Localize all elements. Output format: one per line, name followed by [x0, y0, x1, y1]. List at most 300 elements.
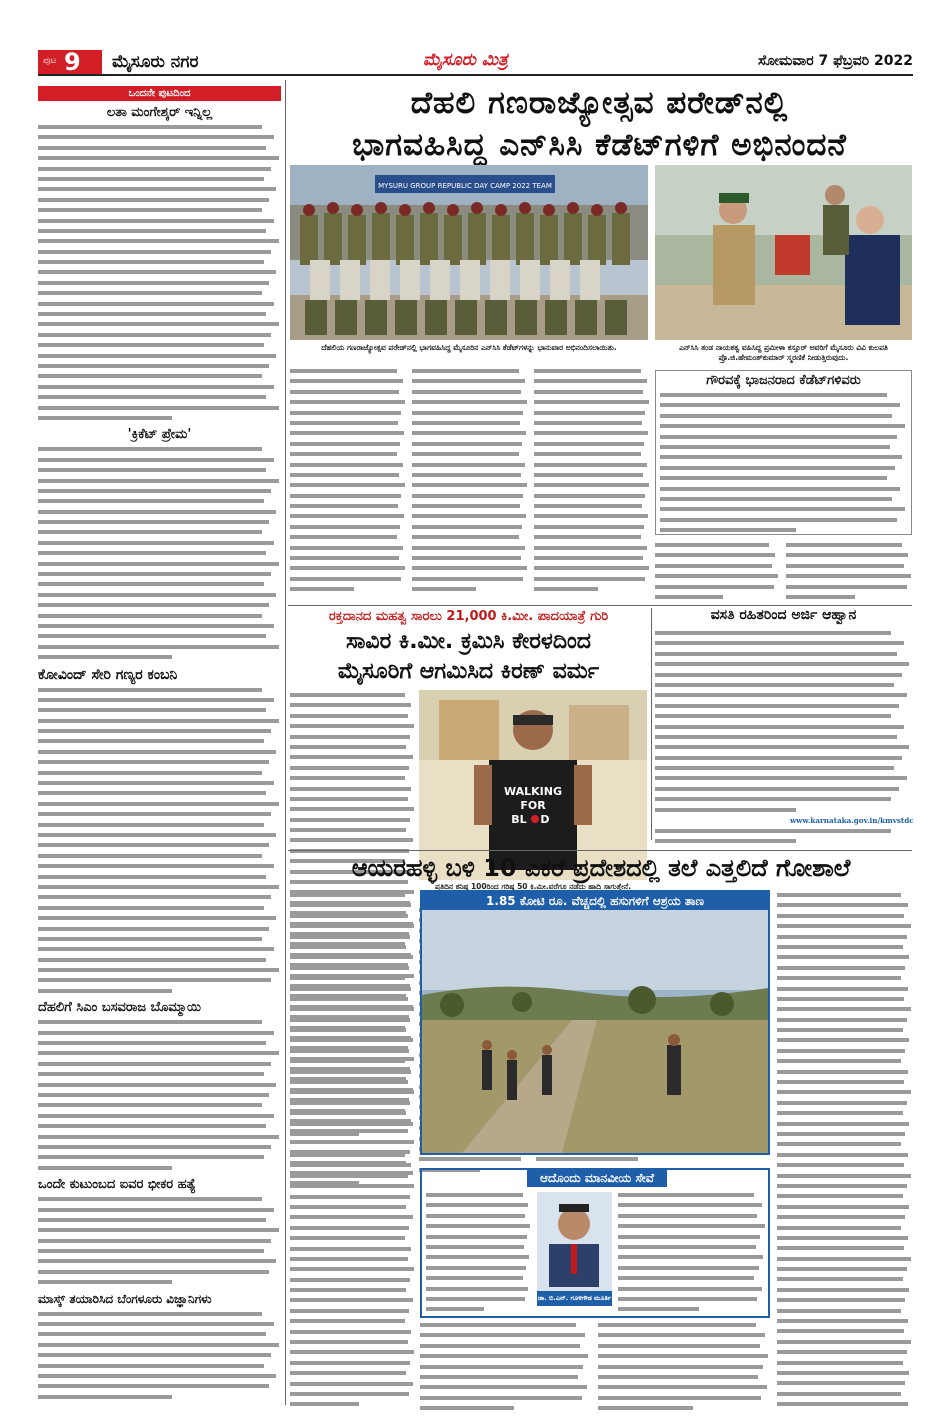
text-line [777, 911, 912, 921]
text-line [412, 408, 528, 418]
text-line [618, 1263, 766, 1273]
text-line [660, 484, 907, 494]
text-line [655, 690, 912, 700]
text-line [660, 390, 907, 400]
text-line [290, 1295, 415, 1305]
text-line [38, 1350, 281, 1360]
text-line [426, 1252, 531, 1262]
text-line [38, 851, 281, 861]
text-line [655, 540, 779, 550]
text-line [420, 1403, 590, 1410]
text-line [777, 1243, 912, 1253]
page-number-tag [38, 50, 102, 74]
text-line [777, 932, 912, 942]
text-line [38, 413, 281, 423]
hostel-body-end [655, 826, 912, 847]
text-line [290, 553, 406, 563]
text-line [534, 574, 650, 584]
text-line [655, 649, 912, 659]
text-line [290, 1025, 415, 1035]
text-line [655, 763, 912, 773]
text-line [660, 421, 907, 431]
goshala-body-col2b [420, 1320, 590, 1410]
text-line [412, 470, 528, 480]
hostel-body [655, 628, 912, 816]
text-line [534, 522, 650, 532]
story-heading-murder: ಒಂದೇ ಕುಟುಂಬದ ಐವರ ಭೀಕರ ಹತ್ಯೆ [38, 1177, 196, 1193]
text-line [777, 1191, 912, 1201]
text-line [290, 480, 406, 490]
text-line [777, 1306, 912, 1316]
text-line [38, 1205, 281, 1215]
text-line [618, 1294, 766, 1304]
text-line [290, 1327, 415, 1337]
text-line [290, 1233, 415, 1243]
text-line [290, 1337, 415, 1347]
text-line [660, 400, 907, 410]
text-line [38, 330, 281, 340]
ncc-headline-line2: ಭಾಗವಹಿಸಿದ್ದ ಎನ್‌ಸಿಸಿ ಕೆಡೆಟ್‌ಗಳಿಗೆ ಅಭಿನಂದನೆ [352, 127, 847, 163]
text-line [38, 236, 281, 246]
text-line [290, 1202, 415, 1212]
text-line [290, 387, 406, 397]
issue-date: ಸೋಮವಾರ 7 ಫೆಬ್ರವರಿ 2022 [758, 53, 913, 69]
text-line [38, 382, 281, 392]
text-line [38, 1132, 281, 1142]
text-line [38, 1236, 281, 1246]
text-line [777, 1368, 912, 1378]
text-line [660, 515, 907, 525]
text-line [290, 804, 415, 814]
text-line [290, 449, 406, 459]
text-line [426, 1190, 531, 1200]
text-line [777, 1337, 912, 1347]
text-line [786, 571, 912, 581]
text-line [777, 942, 912, 952]
text-line [655, 550, 779, 560]
text-line [38, 351, 281, 361]
text-line [426, 1304, 531, 1314]
text-line [655, 659, 912, 669]
text-line [38, 1048, 281, 1058]
text-line [426, 1200, 531, 1210]
text-line [290, 773, 415, 783]
text-line [290, 1150, 415, 1160]
cadets-box-body [656, 390, 911, 535]
text-line [777, 1399, 912, 1409]
column-divider [285, 80, 286, 1405]
text-line [38, 340, 281, 350]
text-line [38, 361, 281, 371]
text-line [660, 494, 907, 504]
text-line [777, 900, 912, 910]
text-line [598, 1382, 770, 1392]
text-line [777, 1035, 912, 1045]
text-line [777, 963, 912, 973]
text-line [420, 1393, 590, 1403]
text-line [534, 584, 650, 594]
text-line [38, 840, 281, 850]
text-line [290, 1347, 415, 1357]
text-line [618, 1221, 766, 1231]
goshala-body-col3b [598, 1320, 770, 1410]
text-line [38, 507, 281, 517]
text-line [290, 522, 406, 532]
text-line [534, 449, 650, 459]
text-line [290, 1358, 415, 1368]
text-line [655, 670, 912, 680]
text-line [660, 432, 907, 442]
text-line [655, 571, 779, 581]
text-line [426, 1242, 531, 1252]
text-line [38, 278, 281, 288]
text-line [290, 700, 415, 710]
text-line [412, 553, 528, 563]
text-line [38, 1225, 281, 1235]
text-line [412, 366, 528, 376]
text-line [777, 1108, 912, 1118]
text-line [38, 652, 281, 662]
text-line [655, 701, 912, 711]
text-line [660, 473, 907, 483]
text-line [412, 491, 528, 501]
tshirt-text-2: FOR [520, 799, 546, 812]
text-line [777, 1285, 912, 1295]
text-line [426, 1263, 531, 1273]
text-line [290, 1181, 415, 1191]
text-line [426, 1221, 531, 1231]
text-line [38, 1111, 281, 1121]
text-line [412, 387, 528, 397]
camp-banner-text: MYSURU GROUP REPUBLIC DAY CAMP 2022 TEAM [378, 182, 552, 190]
text-line [290, 397, 406, 407]
text-line [38, 1277, 281, 1287]
text-line [38, 371, 281, 381]
text-line [777, 1015, 912, 1025]
ncc-body-col4 [655, 540, 779, 603]
text-line [290, 563, 406, 573]
text-line [534, 397, 650, 407]
text-line [420, 1372, 590, 1382]
text-line [290, 532, 406, 542]
text-line [290, 1004, 415, 1014]
text-line [290, 1192, 415, 1202]
hostel-website[interactable]: www.karnataka.gov.in/kmvstdc [790, 816, 914, 825]
text-line [290, 732, 415, 742]
text-line [38, 1142, 281, 1152]
tshirt-text-3: BL [511, 813, 527, 826]
text-line [420, 1330, 590, 1340]
text-line [38, 1256, 281, 1266]
text-line [777, 1212, 912, 1222]
text-line [38, 1267, 281, 1277]
text-line [38, 820, 281, 830]
ncc-headline [287, 82, 912, 166]
text-line [412, 574, 528, 584]
text-line [290, 1379, 415, 1389]
text-line [38, 267, 281, 277]
text-line [38, 590, 281, 600]
text-line [412, 522, 528, 532]
text-line [777, 1087, 912, 1097]
text-line [618, 1284, 766, 1294]
text-line [412, 460, 528, 470]
text-line [290, 1160, 415, 1170]
text-line [536, 1154, 647, 1164]
text-line [290, 942, 415, 952]
section-name: ಮೈಸೂರು ನಗರ [112, 52, 199, 72]
text-line [38, 579, 281, 589]
text-line [290, 1108, 415, 1118]
text-line [534, 408, 650, 418]
text-line [38, 799, 281, 809]
column-divider-mid [651, 608, 652, 840]
text-line [655, 784, 912, 794]
text-line [655, 582, 779, 592]
text-line [38, 1017, 281, 1027]
text-line [777, 1098, 912, 1108]
text-line [420, 1351, 590, 1361]
text-line [290, 1399, 415, 1409]
text-line [38, 1246, 281, 1256]
goshala-photo [420, 890, 770, 1155]
text-line [290, 752, 415, 762]
text-line [38, 288, 281, 298]
text-line [777, 1046, 912, 1056]
text-line [290, 825, 415, 835]
text-line [534, 543, 650, 553]
text-line [38, 122, 281, 132]
cadets-box [655, 370, 912, 535]
text-line [38, 621, 281, 631]
text-line [534, 532, 650, 542]
text-line [290, 439, 406, 449]
text-line [38, 955, 281, 965]
doctor-caption: ಡಾ. ಬಿ.ಎನ್. ಗೂಳಿಗೌಡ ಮೂರ್ತಿ [537, 1291, 612, 1306]
text-line [426, 1273, 531, 1283]
text-line [618, 1190, 766, 1200]
text-line [290, 1171, 415, 1181]
text-line [38, 1194, 281, 1204]
text-line [38, 216, 281, 226]
text-line [426, 1232, 531, 1242]
text-line [660, 442, 907, 452]
text-line [655, 805, 912, 815]
text-line [777, 1025, 912, 1035]
text-line [618, 1242, 766, 1252]
text-line [290, 1015, 415, 1025]
text-line [412, 449, 528, 459]
text-line [412, 428, 528, 438]
text-line [426, 1284, 531, 1294]
walker-photo-caption: ಪ್ರತಿದಿನ ಕನಿಷ್ಠ 100ರಿಂದ ಗರಿಷ್ಠ 50 ಕಿ.ಮೀ.ವರೆಗೂ ನಡೆದು ಹಾದಿ ಸಾಗುತ್ತೇನೆ. [434, 882, 632, 891]
text-line [290, 428, 406, 438]
text-line [777, 1316, 912, 1326]
text-line [38, 205, 281, 215]
text-line [534, 387, 650, 397]
text-line [38, 184, 281, 194]
text-line [38, 1340, 281, 1350]
text-line [290, 690, 415, 700]
text-line [655, 794, 912, 804]
text-line [290, 1067, 415, 1077]
text-line [598, 1393, 770, 1403]
text-line [290, 1368, 415, 1378]
ncc-award-photo-image [655, 165, 912, 340]
text-line [38, 1090, 281, 1100]
text-line [618, 1252, 766, 1262]
text-line [419, 1154, 530, 1164]
text-line [38, 986, 281, 996]
text-line [777, 1358, 912, 1368]
text-line [412, 501, 528, 511]
goshala-photo-image [422, 910, 768, 1153]
text-line [38, 1329, 281, 1339]
text-line [655, 722, 912, 732]
text-line [38, 965, 281, 975]
text-line [290, 511, 406, 521]
text-line [38, 486, 281, 496]
text-line [598, 1403, 770, 1410]
text-line [38, 642, 281, 652]
text-line [38, 299, 281, 309]
text-line [290, 890, 415, 900]
text-line [290, 1285, 415, 1295]
story-body-cricket [38, 444, 281, 662]
text-line [655, 561, 779, 571]
text-line [290, 460, 406, 470]
walkathon-headline-line2: ಮೈಸೂರಿಗೆ ಆಗಮಿಸಿದ ಕಿರಣ್ ವರ್ಮ [337, 659, 600, 684]
text-line [777, 890, 912, 900]
text-line [38, 778, 281, 788]
text-line [412, 584, 528, 594]
goshala-body-col1b [290, 1150, 415, 1410]
text-line [777, 1129, 912, 1139]
text-line [38, 174, 281, 184]
text-line [290, 932, 415, 942]
text-line [655, 732, 912, 742]
tshirt-text-4: D [540, 813, 550, 826]
text-line [290, 711, 415, 721]
text-line [38, 476, 281, 486]
text-line [618, 1200, 766, 1210]
ncc-body-col5 [786, 540, 912, 603]
text-line [38, 1361, 281, 1371]
text-line [38, 309, 281, 319]
story-body-mask [38, 1309, 281, 1403]
text-line [598, 1362, 770, 1372]
text-line [38, 788, 281, 798]
text-line [777, 921, 912, 931]
goshala-body-col1 [290, 890, 415, 1145]
story-heading-cm: ದೆಹಲಿಗೆ ಸಿಎಂ ಬಸವರಾಜ ಬೊಮ್ಮಾಯಿ [38, 1000, 201, 1016]
text-line [290, 366, 406, 376]
text-line [412, 563, 528, 573]
text-line [290, 963, 415, 973]
text-line [290, 470, 406, 480]
text-line [777, 1378, 912, 1388]
text-line [290, 1316, 415, 1326]
text-line [420, 1362, 590, 1372]
text-line [290, 418, 406, 428]
text-line [598, 1351, 770, 1361]
text-line [534, 418, 650, 428]
service-box [420, 1168, 770, 1318]
tshirt-text-1: WALKING [503, 785, 563, 798]
text-line [38, 913, 281, 923]
service-body-col2 [618, 1190, 766, 1315]
text-line [38, 716, 281, 726]
text-line [777, 1150, 912, 1160]
left-column [38, 86, 281, 1406]
text-line [534, 460, 650, 470]
story-body-lata [38, 122, 281, 423]
text-line [290, 835, 415, 845]
section-divider-2 [288, 850, 912, 851]
ncc-body-col2 [412, 366, 528, 601]
text-line [290, 921, 415, 931]
text-line [660, 452, 907, 462]
text-line [38, 496, 281, 506]
text-line [38, 830, 281, 840]
text-line [38, 132, 281, 142]
text-line [290, 1056, 415, 1066]
story-heading-mask: ಮಾಸ್ಕ್ ತಯಾರಿಸಿದ ಬೆಂಗಳೂರು ವಿಜ್ಞಾನಿಗಳು [38, 1291, 212, 1306]
text-line [38, 944, 281, 954]
text-line [777, 1264, 912, 1274]
text-line [290, 501, 406, 511]
page-header [38, 50, 913, 76]
blood-drop-icon [531, 815, 539, 823]
text-line [655, 773, 912, 783]
text-line [290, 1087, 415, 1097]
text-line [290, 574, 406, 584]
text-line [777, 1223, 912, 1233]
text-line [38, 1392, 281, 1402]
text-line [38, 195, 281, 205]
text-line [38, 695, 281, 705]
text-line [38, 736, 281, 746]
text-line [38, 538, 281, 548]
ncc-award-photo [655, 165, 912, 340]
text-line [38, 631, 281, 641]
text-line [777, 1326, 912, 1336]
text-line [655, 836, 912, 846]
text-line [777, 1347, 912, 1357]
text-line [38, 1215, 281, 1225]
text-line [290, 1275, 415, 1285]
text-line [786, 561, 912, 571]
text-line [38, 757, 281, 767]
text-line [38, 872, 281, 882]
text-line [38, 685, 281, 695]
text-line [777, 994, 912, 1004]
walkathon-kicker: ರಕ್ತದಾನದ ಮಹತ್ವ ಸಾರಲು 21,000 ಕಿ.ಮೀ. ಪಾದಯಾತ್ರೆ ಗುರಿ [328, 609, 609, 624]
text-line [38, 1381, 281, 1391]
text-line [38, 153, 281, 163]
ncc-body-col1 [290, 366, 406, 601]
doctor-photo [537, 1192, 612, 1302]
text-line [777, 1139, 912, 1149]
hostel-headline: ವಸತಿ ರಹಿತರಿಂದ ಅರ್ಜಿ ಆಹ್ವಾನ [710, 607, 857, 623]
text-line [660, 411, 907, 421]
text-line [38, 257, 281, 267]
text-line [777, 1295, 912, 1305]
text-line [38, 1080, 281, 1090]
text-line [290, 1264, 415, 1274]
text-line [38, 1038, 281, 1048]
text-line [38, 569, 281, 579]
